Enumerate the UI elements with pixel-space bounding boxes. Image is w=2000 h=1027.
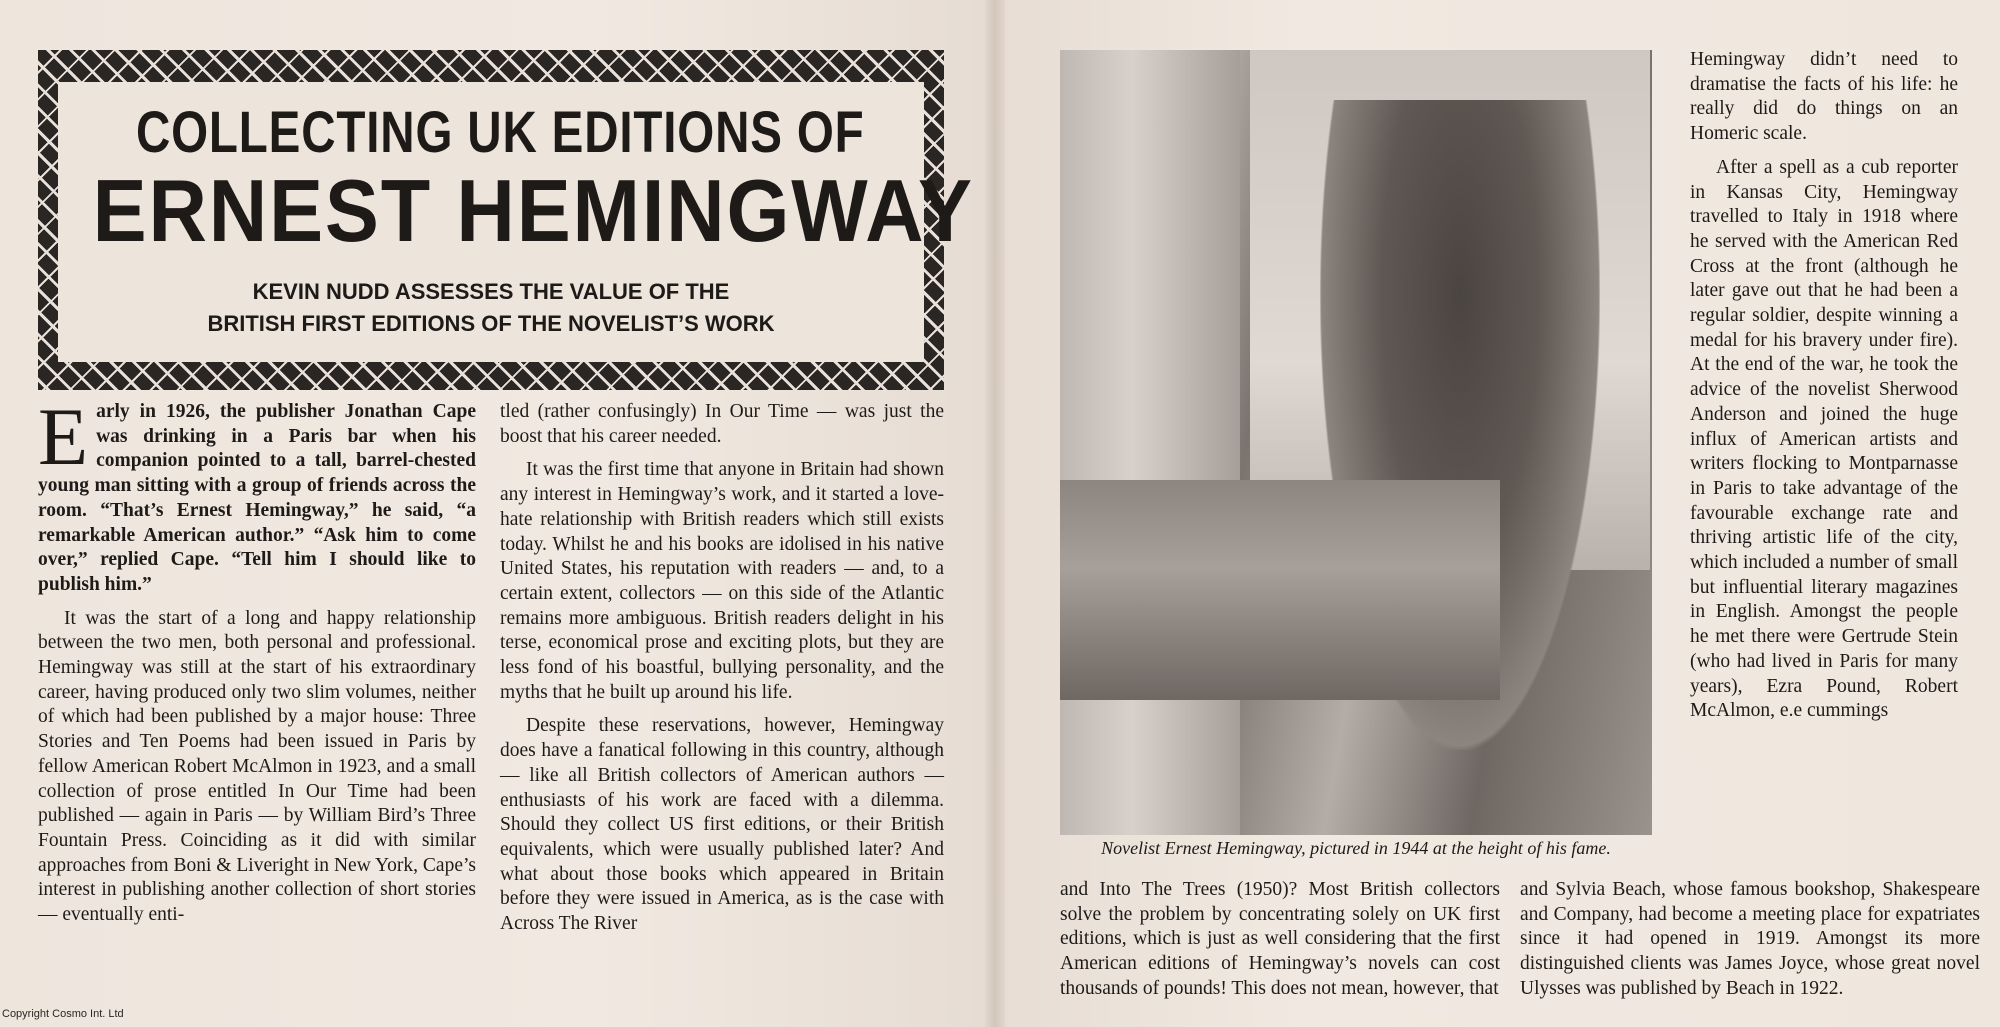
paragraph: tled (rather confusingly) In Our Time — was just the boost that his career needed. — [500, 401, 944, 447]
body-column-3 — [1060, 878, 1500, 1011]
title-box — [58, 82, 974, 362]
standfirst-line-1: KEVIN NUDD ASSESSES THE VALUE OF THE — [252, 279, 730, 304]
paragraph: It was the first time that anyone in Britain had shown any interest in Hemingway’s work, and it started a love-hate relationship with British readers which still exists today. Whilst he and his books are idolised in his native United States, his reputation with readers — and, to a certain extent, collectors — on this side of the Atlantic remains more ambiguous. British readers delight in his terse, economical prose and exciting plots, but they are less fond of his boastful, bullying personality, and the myths that he built up around his life. — [500, 459, 944, 703]
paragraph: It was the start of a long and happy relationship between the two men, both personal and professional. Hemingway was still at the start of his extraordinary career, having produced only two slim volumes, neither of which had been published by a major house: Three Stories and Ten Poems had been issued in Paris by fellow American Robert McAlmon in 1923, and a small collection of prose entitled In Our Time had been published — again in Paris — by William Bird’s Three Fountain Press. Coinciding as it did with similar approaches from Boni & Liveright in New York, Cape’s interest in publishing another collection of short stories — eventually enti- — [38, 607, 476, 926]
body-column-2 — [500, 400, 944, 946]
photo-caption: Novelist Ernest Hemingway, pictured in 1944 at the height of his fame. — [1101, 838, 1611, 858]
headline-line-1: COLLECTING UK EDITIONS OF — [135, 100, 865, 165]
page-gutter — [985, 0, 1005, 1027]
drop-cap: E — [38, 391, 89, 482]
body-column-4 — [1520, 878, 1980, 1011]
paragraph: Hemingway didn’t need to dramatise the facts of his life: he really did do things on an Homeric scale. — [1690, 49, 1958, 145]
photo-desk — [1060, 480, 1500, 700]
paragraph: and Into The Trees (1950)? Most British collectors solve the problem by concentrating solely on UK first editions, which is just as well considering that the first American editions of Hemingway’s novels can cost thousands of pounds! This does not mean, however, that — [1060, 879, 1500, 999]
lead-paragraph — [38, 391, 476, 598]
lead-text: arly in 1926, the publisher Jonathan Cape was drinking in a Paris bar when his companion pointed to a tall, barrel-chested young man sitting with a group of friends across the room. “That’s Ernest Hemingway,” he said, “a remarkable American author.” “Ask him to come over,” replied Cape. “Tell him I should like to publish him.” — [38, 401, 476, 595]
standfirst — [58, 276, 924, 340]
paragraph: After a spell as a cub reporter in Kansas City, Hemingway travelled to Italy in 1918 where he served with the American Red Cross at the front (although he later gave out that he had been a regular soldier, despite winning a medal for his bravery under fire). At the end of the war, he took the advice of the novelist Sherwood Anderson and joined the huge influx of American artists and writers flocking to Montparnasse in Paris to take advantage of the favourable exchange rate and thriving artistic life of the city, which included a number of small but influential literary magazines in English. Amongst the people he met there were Gertrude Stein (who had lived in Paris for many years), Ezra Pound, Robert McAlmon, e.e cummings — [1690, 156, 1958, 722]
paragraph: Despite these reservations, however, Hemingway does have a fanatical following in this country, although — like all British collectors of American authors — enthusiasts of his work are faced with a dilemma. Should they collect US first editions, or their British equivalents, which were usually published later? And what about those books which appeared in Britain before they were issued in America, as is the case with Across The River — [500, 715, 944, 935]
body-column-1 — [38, 391, 476, 937]
standfirst-line-2: BRITISH FIRST EDITIONS OF THE NOVELIST’S WORK — [207, 311, 775, 336]
photo-door — [1060, 50, 1240, 835]
body-column-5 — [1690, 48, 1958, 733]
hemingway-photo — [1060, 50, 1652, 835]
copyright-watermark: Copyright Cosmo Int. Ltd — [2, 1008, 124, 1020]
paragraph: and Sylvia Beach, whose famous bookshop, Shakespeare and Company, had become a meeting place for expatriates since it had opened in 1919. Amongst its more distinguished clients was James Joyce, whose great novel Ulysses was published by Beach in 1922. — [1520, 879, 1980, 999]
headline-line-2: ERNEST HEMINGWAY — [92, 161, 974, 260]
